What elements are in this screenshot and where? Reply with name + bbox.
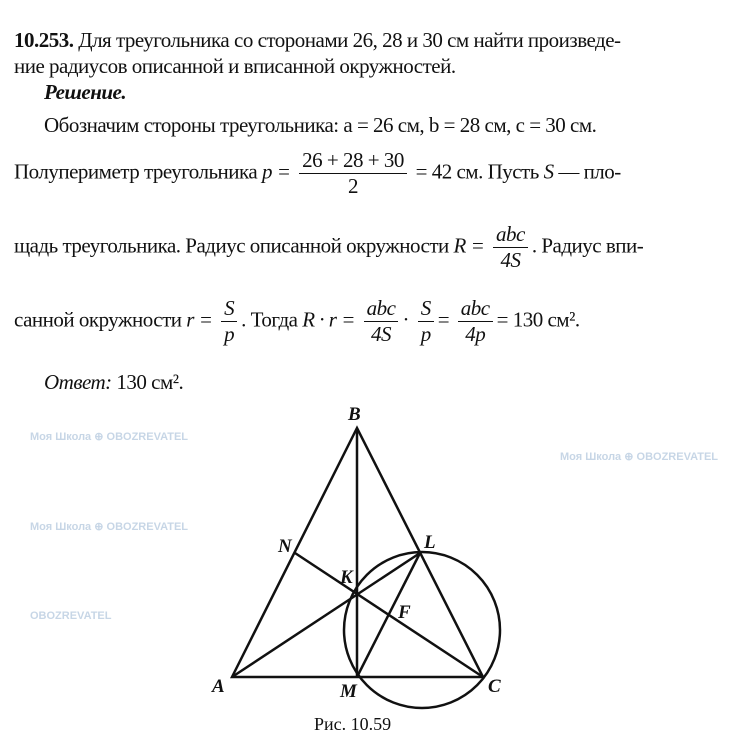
- solution-line-4: санной окружности r = $\frac{S}{p}$ . Тогда R · r = $\frac{\text{abc}}{4S}$ · $\frac{S}{p}$ = $\frac{\text{abc}}{4p}$ = 130 см².: [14, 296, 580, 346]
- problem-line-2: ние радиусов описанной и вписанной окружностей.: [14, 54, 456, 78]
- label-b: B: [348, 404, 361, 425]
- fraction: $\frac{S}{p}$: [418, 296, 434, 347]
- solution-line-1: Обозначим стороны треугольника: a = 26 см, b = 28 см, c = 30 см.: [44, 113, 597, 137]
- label-c: C: [488, 676, 501, 697]
- solution-line-3: щадь треугольника. Радиус описанной окружности R = $\frac{\text{abc}}{4S}$ . Радиус впи-: [14, 222, 644, 272]
- segment-al: [232, 553, 420, 677]
- label-l: L: [424, 532, 436, 553]
- label-f: F: [398, 602, 411, 623]
- fraction: $\frac{26 + 28 + 30}{2}$: [299, 148, 407, 199]
- watermark: Моя Школа ⊕ OBOZREVATEL: [560, 451, 719, 463]
- fraction: $\frac{\text{abc}}{4S}$: [493, 222, 528, 273]
- fraction: $\frac{\text{abc}}{4p}$: [458, 296, 493, 347]
- solution-line-2: Полупериметр треугольника p = $\frac{26 + 28 + 30}{2}$ = 42 см. Пусть S — пло-: [14, 148, 621, 198]
- circle: [344, 552, 500, 708]
- figure-caption: Рис. 10.59: [314, 714, 392, 734]
- label-m: M: [340, 681, 357, 702]
- fraction: $\frac{S}{p}$: [221, 296, 237, 347]
- watermark: Моя Школа ⊕ OBOZREVATEL: [30, 431, 189, 443]
- watermark: OBOZREVATEL: [30, 610, 112, 622]
- watermark: Моя Школа ⊕ OBOZREVATEL: [30, 521, 189, 533]
- label-n: N: [278, 536, 292, 557]
- label-a: A: [212, 676, 225, 697]
- fraction: $\frac{\text{abc}}{4S}$: [364, 296, 399, 347]
- label-k: K: [340, 567, 353, 588]
- problem-line-1: 10.253. Для треугольника со сторонами 26, 28 и 30 см найти произведе-: [14, 28, 621, 52]
- solution-label: Решение.: [44, 80, 127, 104]
- answer: Ответ: 130 см².: [44, 370, 184, 394]
